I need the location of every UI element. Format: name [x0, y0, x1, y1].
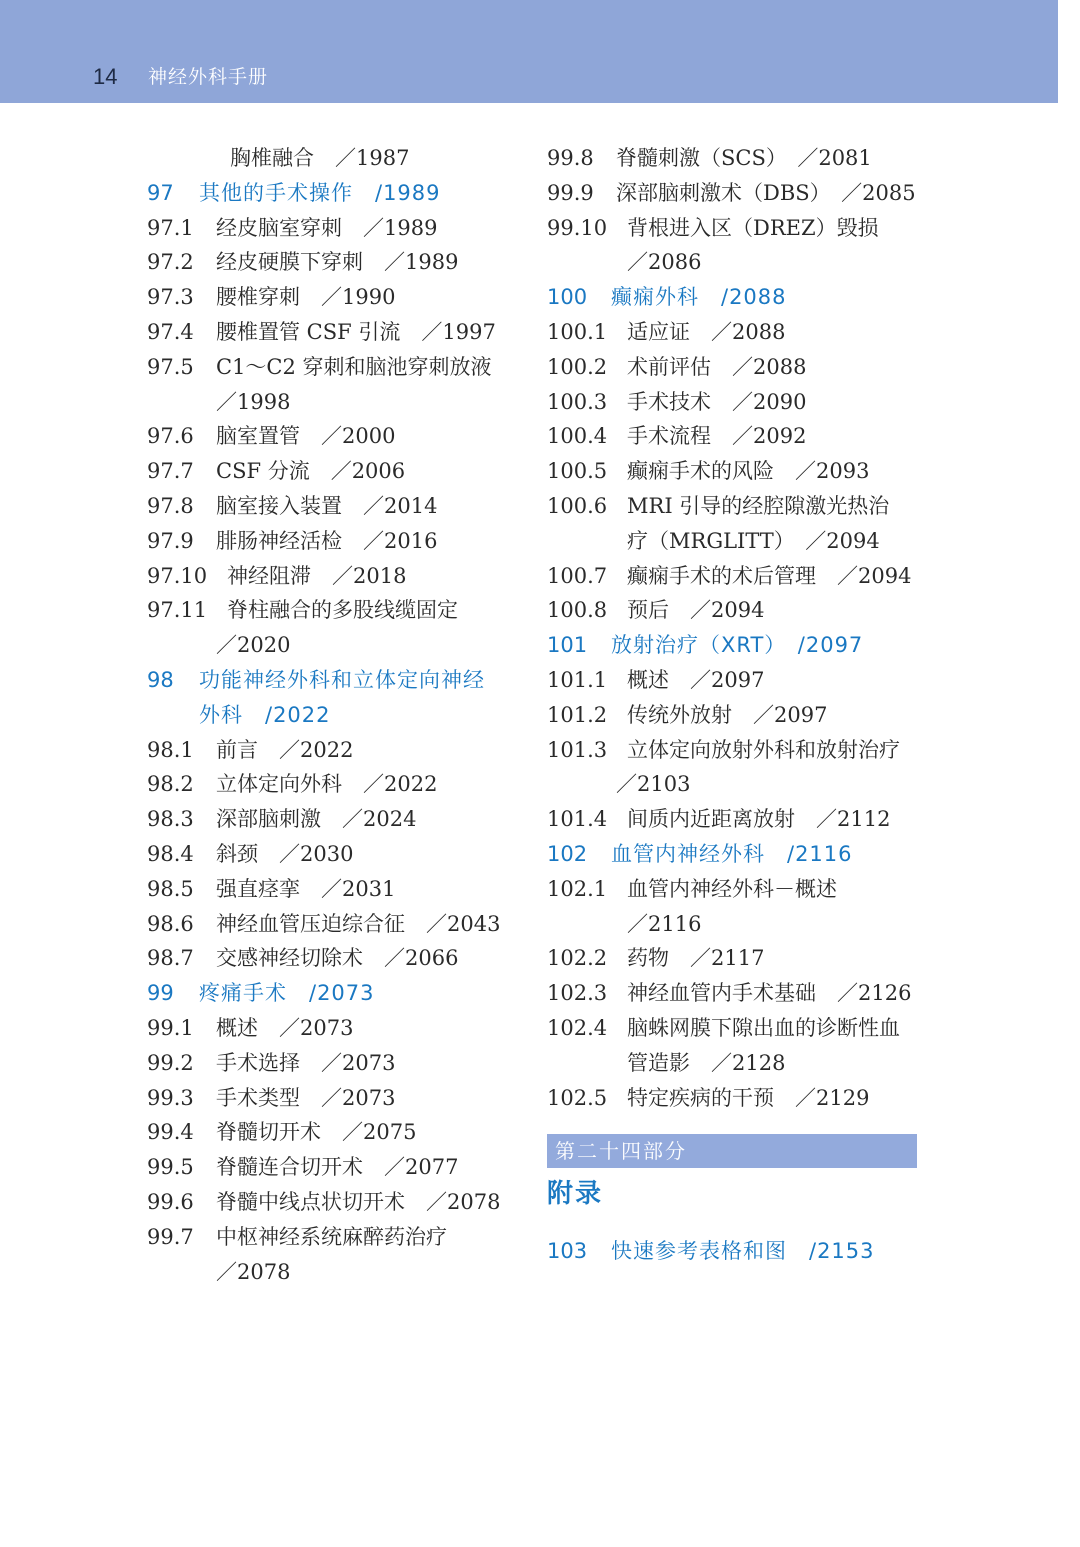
section-number: 97.8: [147, 493, 194, 518]
chapter-number: 103: [547, 1239, 588, 1264]
section-title: 脊柱融合的多股线缆固定: [227, 598, 458, 623]
section-number: 98.2: [147, 772, 194, 797]
section-title: 间质内近距离放射 ／2112: [627, 807, 891, 832]
section-number: 100.7: [547, 563, 608, 588]
toc-entry[interactable]: [547, 315, 922, 350]
chapter-title: 其他的手术操作 /1989: [199, 180, 441, 205]
toc-entry[interactable]: [547, 419, 922, 454]
section-title: 斜颈 ／2030: [216, 841, 354, 866]
section-title: 神经阻滞 ／2018: [227, 563, 407, 588]
section-number: 97.2: [147, 250, 194, 275]
toc-left-column: [147, 141, 517, 1289]
section-title: 交感神经切除术 ／2066: [216, 946, 459, 971]
section-title: 管造影 ／2128: [627, 1050, 786, 1075]
section-number: 97.5: [147, 354, 194, 379]
section-title: 特定疾病的干预 ／2129: [627, 1085, 870, 1110]
chapter-number: 97: [147, 180, 174, 205]
toc-chapter-entry[interactable]: [547, 280, 922, 315]
chapter-title: 功能神经外科和立体定向神经: [199, 667, 485, 692]
toc-entry[interactable]: [547, 559, 922, 594]
toc-entry[interactable]: [547, 767, 922, 802]
toc-entry[interactable]: [147, 941, 517, 976]
toc-entry[interactable]: [547, 907, 922, 942]
toc-entry[interactable]: [147, 245, 517, 280]
section-number: 98.3: [147, 807, 194, 832]
toc-entry[interactable]: [547, 350, 922, 385]
section-number: 102.1: [547, 876, 608, 901]
toc-chapter-entry[interactable]: [147, 698, 517, 733]
section-number: 99.9: [547, 180, 594, 205]
toc-entry[interactable]: [547, 524, 922, 559]
section-number: 102.2: [547, 946, 608, 971]
section-title: 手术技术 ／2090: [627, 389, 807, 414]
toc-right-column: [547, 141, 922, 1269]
section-title: 概述 ／2097: [627, 667, 765, 692]
section-number: 100.5: [547, 459, 608, 484]
part-heading: 附录: [547, 1179, 604, 1210]
toc-entry[interactable]: [147, 524, 517, 559]
section-number: 97.10: [147, 563, 208, 588]
section-title: 脊髓连合切开术 ／2077: [216, 1155, 459, 1180]
section-title: 经皮脑室穿刺 ／1989: [216, 215, 438, 240]
section-number: 100.6: [547, 493, 608, 518]
section-number: 102.4: [547, 1015, 608, 1040]
section-title: 手术选择 ／2073: [216, 1050, 396, 1075]
section-title: 脑室置管 ／2000: [216, 424, 396, 449]
toc-entry[interactable]: [547, 872, 922, 907]
toc-entry[interactable]: [547, 176, 922, 211]
section-title: 脑室接入装置 ／2014: [216, 493, 438, 518]
section-number: 102.3: [547, 981, 608, 1006]
section-title: ／2116: [627, 911, 702, 936]
section-title: 药物 ／2117: [627, 946, 765, 971]
toc-chapter-entry[interactable]: [147, 663, 517, 698]
section-number: 100.2: [547, 354, 608, 379]
section-number: 98.5: [147, 876, 194, 901]
chapter-title: 快速参考表格和图 /2153: [611, 1239, 875, 1264]
toc-entry[interactable]: [547, 663, 922, 698]
toc-entry[interactable]: [547, 454, 922, 489]
section-number: 97.3: [147, 285, 194, 310]
section-title: ／2103: [616, 772, 691, 797]
toc-entry[interactable]: [547, 1081, 922, 1116]
toc-entry[interactable]: [547, 385, 922, 420]
section-number: 98.6: [147, 911, 194, 936]
section-title: 传统外放射 ／2097: [627, 702, 828, 727]
section-title: 腓肠神经活检 ／2016: [216, 528, 438, 553]
section-title: 强直痉挛 ／2031: [216, 876, 396, 901]
section-title: 术前评估 ／2088: [627, 354, 807, 379]
chapter-number: 100: [547, 285, 588, 310]
chapter-title: 放射治疗（XRT） /2097: [611, 633, 864, 658]
toc-entry[interactable]: [547, 245, 922, 280]
section-title: 脊髓切开术 ／2075: [216, 1120, 417, 1145]
section-title: 立体定向外科 ／2022: [216, 772, 438, 797]
section-number: 100.4: [547, 424, 608, 449]
toc-entry[interactable]: [547, 1011, 922, 1046]
section-number: 97.4: [147, 319, 194, 344]
toc-entry[interactable]: [147, 141, 517, 176]
book-title: 神经外科手册: [148, 66, 269, 88]
chapter-number: 99: [147, 981, 174, 1006]
section-title: CSF 分流 ／2006: [216, 459, 406, 484]
toc-entry[interactable]: [547, 802, 922, 837]
section-title: 前言 ／2022: [216, 737, 354, 762]
section-number: 97.9: [147, 528, 194, 553]
section-number: 100.3: [547, 389, 608, 414]
toc-entry[interactable]: [547, 211, 922, 246]
section-title: 深部脑刺激 ／2024: [216, 807, 417, 832]
toc-entry[interactable]: [147, 628, 517, 663]
section-number: 98.7: [147, 946, 194, 971]
section-number: 99.6: [147, 1189, 194, 1214]
toc-entry[interactable]: [147, 419, 517, 454]
toc-entry[interactable]: [147, 593, 517, 628]
toc-entry[interactable]: [547, 489, 922, 524]
toc-entry[interactable]: [147, 1115, 517, 1150]
chapter-number: 101: [547, 633, 588, 658]
toc-entry[interactable]: [147, 837, 517, 872]
section-number: 99.7: [147, 1224, 194, 1249]
section-number: 97.1: [147, 215, 194, 240]
section-title: 脊髓刺激（SCS） ／2081: [616, 146, 872, 170]
section-number: 98.1: [147, 737, 194, 762]
toc-entry[interactable]: [547, 941, 922, 976]
toc-entry[interactable]: [147, 1185, 517, 1220]
chapter-number: 98: [147, 667, 174, 692]
section-title: 背根进入区（DREZ）毁损: [627, 215, 879, 240]
section-title: 癫痫手术的风险 ／2093: [627, 459, 870, 484]
toc-entry[interactable]: [147, 1255, 517, 1290]
toc-chapter-entry[interactable]: [547, 628, 922, 663]
section-title: 概述 ／2073: [216, 1015, 354, 1040]
section-title: 脑蛛网膜下隙出血的诊断性血: [627, 1015, 900, 1040]
section-title: 神经血管内手术基础 ／2126: [627, 981, 912, 1006]
section-title: ／2078: [216, 1259, 291, 1284]
section-title: 腰椎置管 CSF 引流 ／1997: [216, 319, 496, 344]
chapter-number: 102: [547, 841, 588, 866]
section-number: 99.2: [147, 1050, 194, 1075]
toc-chapter-entry[interactable]: [547, 837, 922, 872]
section-title: 血管内神经外科－概述: [627, 876, 837, 901]
toc-entry[interactable]: [147, 489, 517, 524]
section-number: 98.4: [147, 841, 194, 866]
toc-entry[interactable]: [547, 733, 922, 768]
section-number: 100.8: [547, 598, 608, 623]
section-title: 手术类型 ／2073: [216, 1085, 396, 1110]
section-title: 神经血管压迫综合征 ／2043: [216, 911, 501, 936]
part-label-bar: 第二十四部分: [547, 1134, 917, 1168]
section-number: 101.2: [547, 702, 608, 727]
section-title: 立体定向放射外科和放射治疗: [627, 737, 900, 762]
section-title: ／2020: [216, 633, 291, 658]
section-title: C1～C2 穿刺和脑池穿刺放液: [216, 354, 492, 379]
page-number: 14: [93, 64, 118, 89]
section-number: 101.4: [547, 807, 608, 832]
section-title: 适应证 ／2088: [627, 319, 786, 344]
toc-entry[interactable]: [147, 1081, 517, 1116]
section-number: 99.10: [547, 215, 608, 240]
toc-entry[interactable]: [147, 767, 517, 802]
chapter-title: 血管内神经外科 /2116: [611, 841, 853, 866]
section-number: 97.11: [147, 598, 208, 623]
toc-entry[interactable]: [147, 211, 517, 246]
section-number: 101.1: [547, 667, 608, 692]
toc-entry[interactable]: [147, 802, 517, 837]
section-title: 脊髓中线点状切开术 ／2078: [216, 1189, 501, 1214]
chapter-title: 疼痛手术 /2073: [199, 981, 375, 1006]
toc-entry[interactable]: [147, 350, 517, 385]
section-number: 99.1: [147, 1015, 194, 1040]
toc-entry[interactable]: [147, 315, 517, 350]
section-title: 癫痫手术的术后管理 ／2094: [627, 563, 912, 588]
toc-entry[interactable]: [147, 1046, 517, 1081]
toc-entry[interactable]: [147, 733, 517, 768]
toc-entry[interactable]: [147, 907, 517, 942]
toc-entry[interactable]: [547, 593, 922, 628]
section-number: 97.7: [147, 459, 194, 484]
section-title: 腰椎穿刺 ／1990: [216, 285, 396, 310]
section-title: 手术流程 ／2092: [627, 424, 807, 449]
toc-chapter-entry[interactable]: [547, 1234, 922, 1269]
section-number: 101.3: [547, 737, 608, 762]
section-number: 102.5: [547, 1085, 608, 1110]
section-number: 97.6: [147, 424, 194, 449]
toc-entry[interactable]: [547, 1046, 922, 1081]
toc-entry[interactable]: [547, 976, 922, 1011]
toc-entry[interactable]: [147, 872, 517, 907]
section-title: 经皮硬膜下穿刺 ／1989: [216, 250, 459, 275]
toc-entry[interactable]: [147, 385, 517, 420]
section-title: 胸椎融合 ／1987: [230, 146, 410, 170]
toc-entry[interactable]: [147, 1220, 517, 1255]
section-title: 疗（MRGLITT） ／2094: [627, 528, 880, 553]
toc-entry[interactable]: [147, 559, 517, 594]
section-title: ／2086: [627, 250, 702, 275]
toc-entry[interactable]: [147, 1011, 517, 1046]
section-number: 99.3: [147, 1085, 194, 1110]
toc-entry[interactable]: [147, 1150, 517, 1185]
toc-entry[interactable]: [547, 698, 922, 733]
toc-entry[interactable]: [547, 141, 922, 176]
toc-chapter-entry[interactable]: [147, 176, 517, 211]
section-number: 99.8: [547, 146, 594, 170]
section-title: MRI 引导的经腔隙激光热治: [627, 493, 890, 518]
toc-entry[interactable]: [147, 454, 517, 489]
chapter-title: 癫痫外科 /2088: [611, 285, 787, 310]
section-number: 99.5: [147, 1155, 194, 1180]
toc-entry[interactable]: [147, 280, 517, 315]
section-title: ／1998: [216, 389, 291, 414]
section-title: 深部脑刺激术（DBS） ／2085: [616, 180, 916, 205]
toc-chapter-entry[interactable]: [147, 976, 517, 1011]
section-title: 中枢神经系统麻醉药治疗: [216, 1224, 447, 1249]
chapter-title: 外科 /2022: [199, 702, 331, 727]
section-number: 100.1: [547, 319, 608, 344]
section-title: 预后 ／2094: [627, 598, 765, 623]
section-number: 99.4: [147, 1120, 194, 1145]
